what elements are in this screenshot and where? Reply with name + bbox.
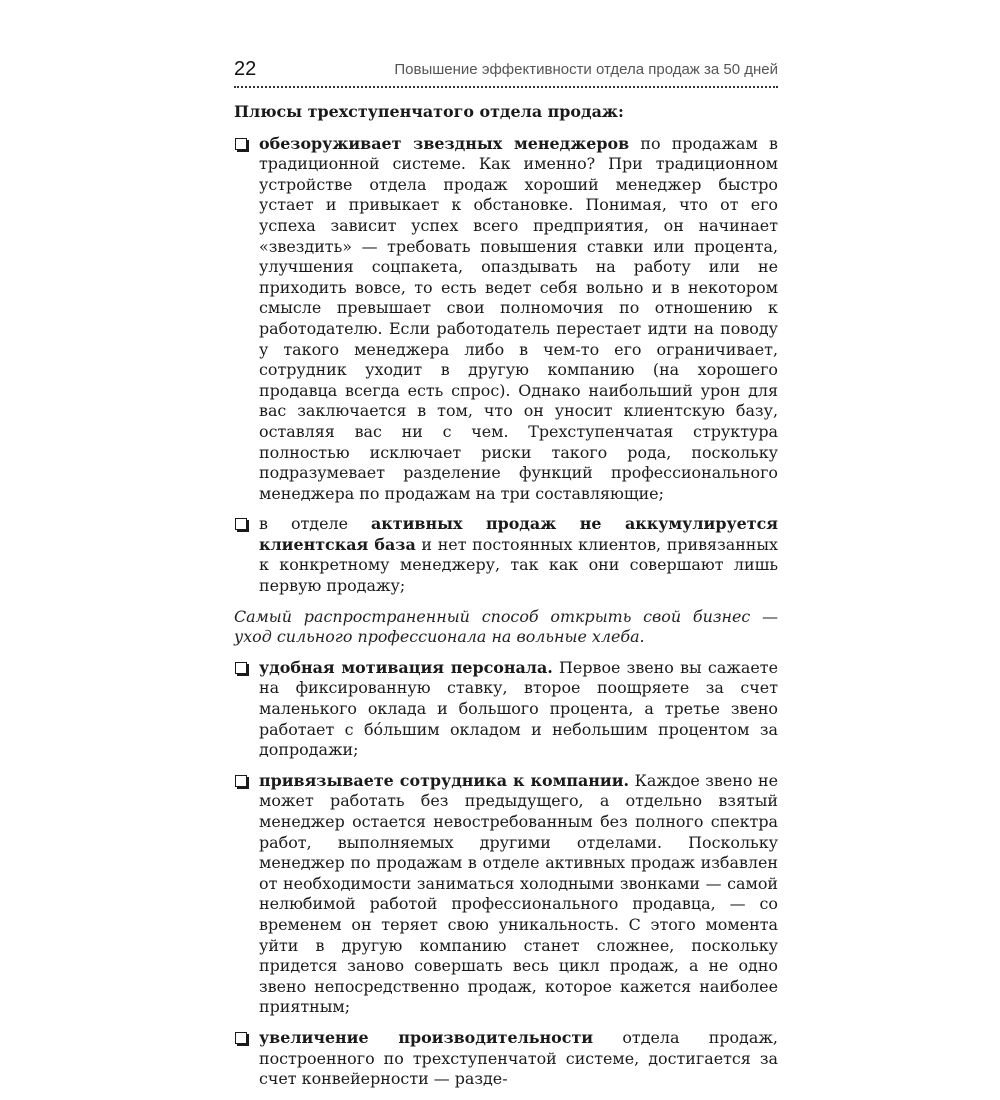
page-body — [234, 102, 778, 1100]
checkbox-bullet-icon — [235, 518, 247, 530]
italic-quote: Самый распространенный способ открыть свой бизнес — уход сильного профессионала на вольные хлеба. — [234, 606, 778, 647]
checkbox-bullet-icon — [235, 1032, 247, 1044]
list-item — [234, 514, 778, 596]
item-bold-text: активных продаж не аккумулируется клиентская база — [259, 514, 778, 554]
item-text: Первое звено вы сажаете на фиксированную ставку, второе поощряете за счет маленького оклада и большого процента, а третье звено работает с бóльшим окладом и небольшим процентом за допродажи; — [259, 657, 778, 760]
item-text: Каждое звено не может работать без предыдущего, а отдельно взятый менеджер остается невостребованным без полного спектра работ, выполняемых другими отделами. Поскольку менеджер по продажам в отделе активных продаж избавлен от необходимости заниматься холодными звонками — самой нелюбимой работой профессионального продавца, — со временем он теряет свою уникальность. С этого момента уйти в другую компанию станет сложнее, поскольку придется заново совершать весь цикл продаж, а не одно звено непосредственно продаж, которое кажется наиболее приятным; — [259, 770, 778, 1017]
item-bold-text: увеличение производительности — [259, 1027, 594, 1047]
page-header — [234, 56, 778, 88]
item-bold-text: удобная мотивация персонала. — [259, 657, 553, 677]
item-text: отдела продаж, построенного по трехступенчатой системе, достигается за счет конвейерности — разде- — [259, 1027, 778, 1089]
list-item — [234, 771, 778, 1018]
list-item — [234, 658, 778, 761]
section-heading: Плюсы трехступенчатого отдела продаж: — [234, 102, 624, 121]
checkbox-bullet-icon — [235, 138, 247, 150]
item-bold-text: привязываете сотрудника к компании. — [259, 770, 630, 790]
item-bold-text: обезоруживает звездных менеджеров — [259, 133, 630, 153]
item-lead-text: в отделе — [259, 514, 371, 534]
item-text: и нет постоянных клиентов, привязанных к конкретному менеджеру, так как они совершают лишь первую продажу; — [259, 534, 779, 596]
page-number: 22 — [234, 58, 257, 80]
list-item — [234, 134, 778, 505]
checkbox-bullet-icon — [235, 775, 247, 787]
checkbox-bullet-icon — [235, 662, 247, 674]
list-item — [234, 1028, 778, 1090]
item-text: по продажам в традиционной системе. Как именно? При традиционном устройстве отдела продаж хороший менеджер быстро устает и привыкает к обстановке. Понимая, что от его успеха зависит успех всего предприятия, он начинает «звездить» — требовать повышения ставки или процента, улучшения соцпакета, опаздывать на работу или не приходить вовсе, то есть ведет себя вольно и в некотором смысле превышает свои полномочия по отношению к работодателю. Если работодатель перестает идти на поводу у такого менеджера либо в чем-то его ограничивает, сотрудник уходит в другую компанию (на хорошего продавца всегда есть спрос). Однако наибольший урон для вас заключается в том, что он уносит клиентскую базу, оставляя вас ни с чем. Трехступенчатая структура полностью исключает риски такого рода, поскольку подразумевает разделение функций профессионального менеджера по продажам на три составляющие; — [259, 133, 778, 503]
running-title: Повышение эффективности отдела продаж за 50 дней — [394, 61, 778, 78]
